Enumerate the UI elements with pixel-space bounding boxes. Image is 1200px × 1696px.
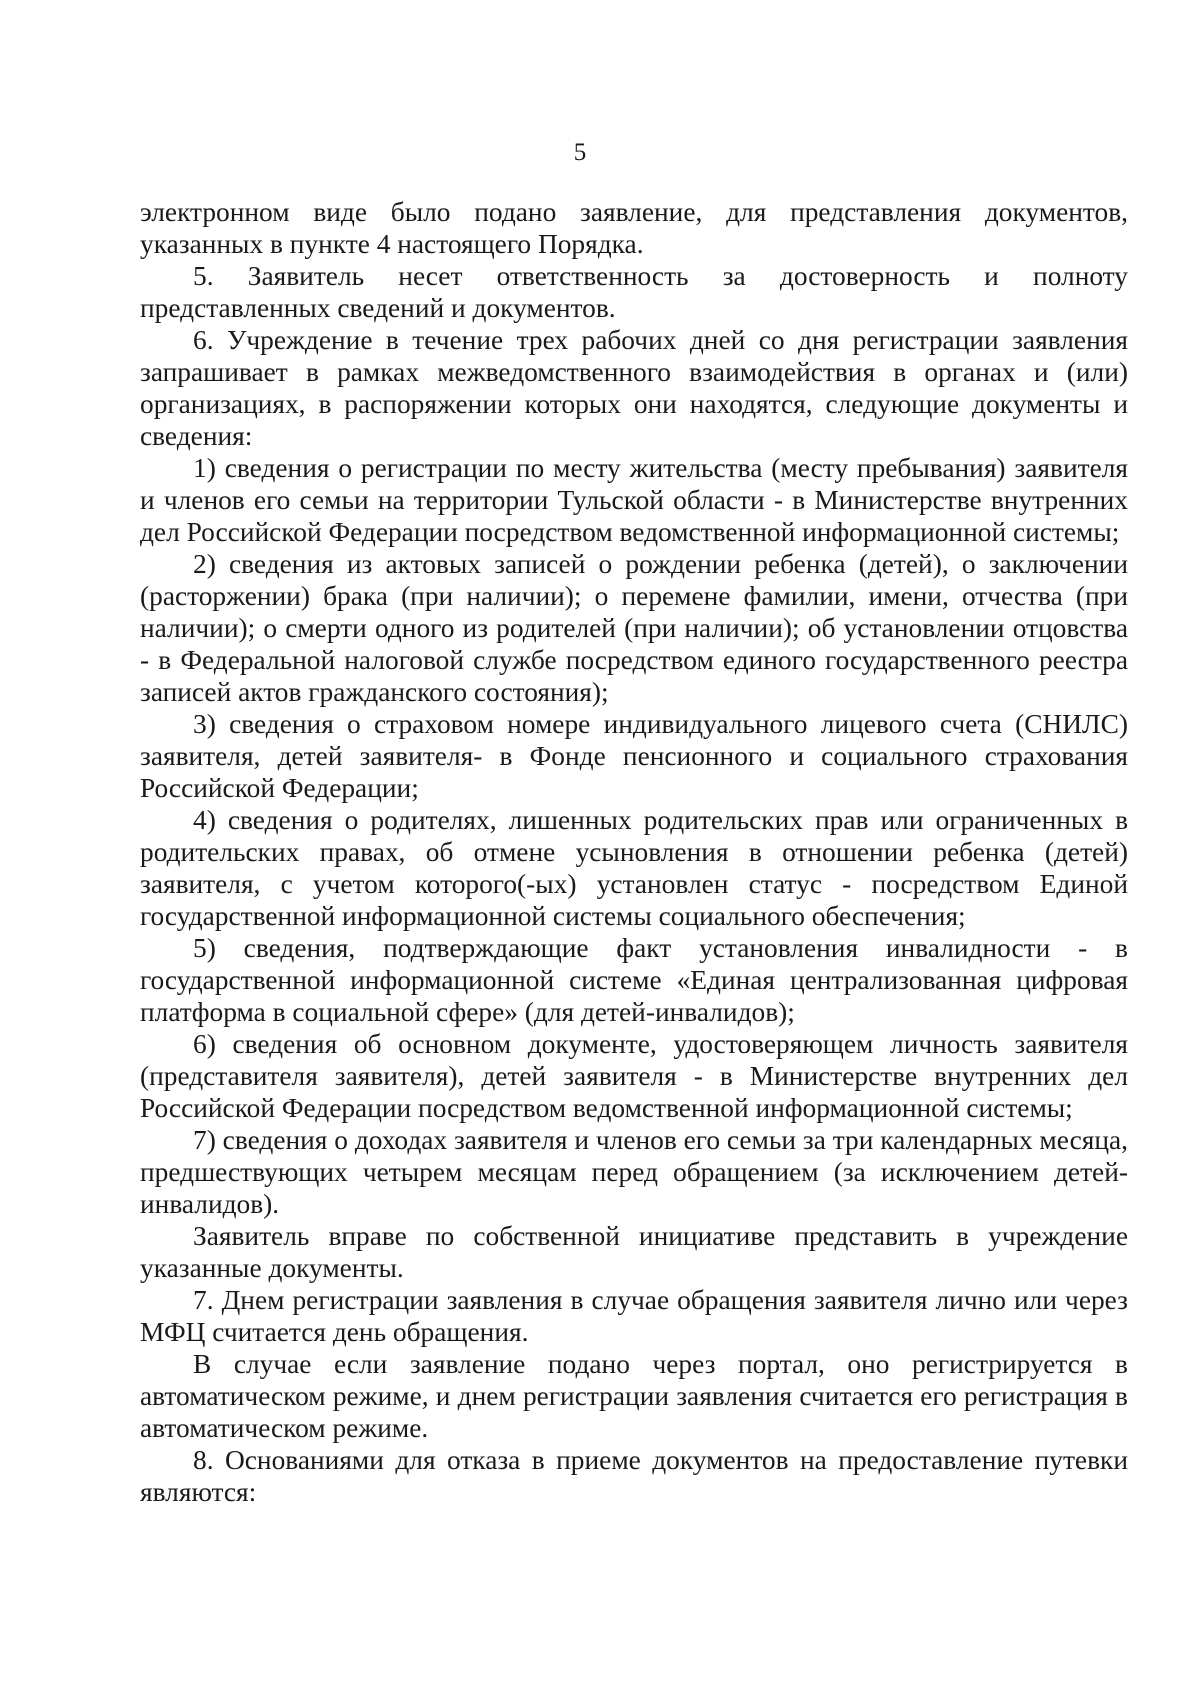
subitem-6-1: 1) сведения о регистрации по месту жительства (месту пребывания) заявителя и членов его семьи на территории Тульской области - в Министерстве внутренних дел Российской Федерации посредством ведомственной информационной системы; (140, 453, 1128, 547)
paragraph-portal-registration: В случае если заявление подано через портал, оно регистрируется в автоматическом режиме, и днем регистрации заявления считается его регистрация в автоматическом режиме. (140, 1349, 1128, 1443)
subitem-6-6: 6) сведения об основном документе, удостоверяющем личность заявителя (представителя заявителя), детей заявителя - в Министерстве внутренних дел Российской Федерации посредством ведомственной информационной системы; (140, 1029, 1128, 1123)
page-number: 5 (573, 139, 587, 166)
paragraph-item-8: 8. Основаниями для отказа в приеме документов на предоставление путевки являются: (140, 1445, 1128, 1507)
subitem-6-7: 7) сведения о доходах заявителя и членов его семьи за три календарных месяца, предшествующих четырем месяцам перед обращением (за исключением детей-инвалидов). (140, 1125, 1128, 1219)
paragraph-item-6: 6. Учреждение в течение трех рабочих дней со дня регистрации заявления запрашивает в рамках межведомственного взаимодействия в органах и (или) организациях, в распоряжении которых они находятся, следующие документы и сведения: (140, 325, 1128, 451)
subitem-6-3: 3) сведения о страховом номере индивидуального лицевого счета (СНИЛС) заявителя, детей заявителя- в Фонде пенсионного и социального страхования Российской Федерации; (140, 709, 1128, 803)
document-body (140, 196, 1128, 1508)
subitem-6-5: 5) сведения, подтверждающие факт установления инвалидности - в государственной информационной системе «Единая централизованная цифровая платформа в социальной сфере» (для детей-инвалидов); (140, 933, 1128, 1027)
paragraph-continuation: электронном виде было подано заявление, для представления документов, указанных в пункте 4 настоящего Порядка. (140, 197, 1128, 259)
paragraph-applicant-right: Заявитель вправе по собственной инициативе представить в учреждение указанные документы. (140, 1221, 1128, 1283)
paragraph-item-5: 5. Заявитель несет ответственность за достоверность и полноту представленных сведений и документов. (140, 261, 1128, 323)
paragraph-item-7: 7. Днем регистрации заявления в случае обращения заявителя лично или через МФЦ считается день обращения. (140, 1285, 1128, 1347)
subitem-6-2: 2) сведения из актовых записей о рождении ребенка (детей), о заключении (расторжении) брака (при наличии); о перемене фамилии, имени, отчества (при наличии); о смерти одного из родителей (при наличии); об установлении отцовства - в Федеральной налоговой службе посредством единого государственного реестра записей актов гражданского состояния); (140, 549, 1128, 707)
subitem-6-4: 4) сведения о родителях, лишенных родительских прав или ограниченных в родительских правах, об отмене усыновления в отношении ребенка (детей) заявителя, с учетом которого(-ых) установлен статус - посредством Единой государственной информационной системы социального обеспечения; (140, 805, 1128, 931)
